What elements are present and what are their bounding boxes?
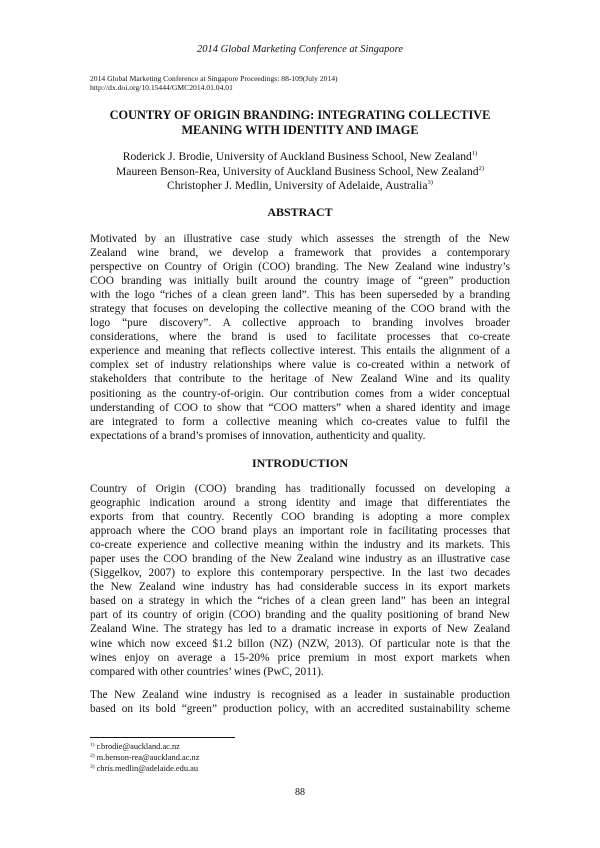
- author-affiliation: Maureen Benson-Rea, University of Auckland Business School, New Zealand: [116, 164, 479, 178]
- author-list: [90, 150, 510, 194]
- introduction-paragraph: [90, 482, 510, 679]
- text-line: complex set of industry relationships where value is co-created within a network of: [90, 359, 510, 372]
- text-line: COO branding was initially built around the country image of “green” production: [90, 275, 510, 288]
- introduction-paragraph: [90, 688, 510, 716]
- footnote: [90, 752, 390, 763]
- text-line: (Siggelkov, 2007) to explore this contemporary perspective. In the last two decades: [90, 567, 510, 580]
- footnote-mark: 1): [471, 150, 478, 157]
- text-line: approach where the COO brand plays an important role in facilitating processes that: [90, 525, 510, 538]
- text-line: considerations, where the brand is used to facilitate processes that co-create: [90, 331, 510, 344]
- footnote-email[interactable]: chris.medlin@adelaide.edu.au: [96, 764, 199, 773]
- title-line: MEANING WITH IDENTITY AND IMAGE: [181, 123, 419, 137]
- text-line: strategy that focuses on developing the collective meaning of the COO brand with the: [90, 303, 510, 316]
- text-line: expectations of a brand’s promises of innovation, authenticity and quality.: [90, 429, 426, 442]
- text-line: based on its bold “green” production policy, with an accredited sustainability scheme: [90, 703, 510, 716]
- text-line: wines enjoy on average a 15-20% price premium in most export markets when: [90, 651, 510, 664]
- text-line: experience and meaning that reflects collective interest. This entails the alignment of a: [90, 345, 510, 358]
- text-line: Country of Origin (COO) branding has traditionally focussed on developing a: [90, 483, 510, 495]
- text-line: Zealand Wine. The strategy has led to a dramatic increase in exports of New Zealand: [90, 623, 510, 636]
- doi-link[interactable]: http://dx.doi.org/10.15444/GMC2014.01.04.01: [90, 83, 233, 92]
- footnote: [90, 763, 390, 774]
- text-line: part of its country of origin (COO) branding and the quality positioning of brand New: [90, 609, 510, 622]
- footnote: [90, 741, 390, 752]
- paper-title: [90, 108, 510, 138]
- introduction-heading: INTRODUCTION: [251, 456, 348, 470]
- proceedings-citation: [90, 74, 510, 92]
- abstract-heading: ABSTRACT: [267, 205, 333, 219]
- page-number: 88: [295, 787, 305, 798]
- text-line: perspective on Country of Origin (COO) branding. The New Zealand wine industry’s: [90, 261, 510, 274]
- footnote-email[interactable]: r.brodie@auckland.ac.nz: [96, 742, 180, 751]
- text-line: stakeholders that contribute to the heritage of New Zealand Wine and its quality: [90, 373, 510, 386]
- text-line: the New Zealand wine industry has had considerable success in its export markets: [90, 581, 510, 594]
- text-line: geographic indication around a strong identity and image that differentiates the: [90, 497, 510, 510]
- proceedings-line: 2014 Global Marketing Conference at Singapore Proceedings: 88-109(July 2014): [90, 74, 338, 83]
- text-line: are integrated to form a collective meaning which co-creates value to fulfil the: [90, 415, 510, 428]
- footnote-mark: 3): [427, 179, 433, 186]
- author: [90, 179, 510, 194]
- author-affiliation: Roderick J. Brodie, University of Auckland Business School, New Zealand: [122, 150, 472, 163]
- footnote-mark: 2): [90, 753, 95, 759]
- text-line: logo “pure discovery”. A collective approach to branding involves broader: [90, 317, 510, 330]
- text-line: co-create experience and collective meaning within the industry and its markets. This: [90, 539, 510, 552]
- author: [90, 165, 510, 180]
- author-affiliation: Christopher J. Medlin, University of Adelaide, Australia: [167, 179, 428, 192]
- abstract-paragraph: [90, 232, 510, 443]
- footnote-mark: 3): [90, 764, 95, 770]
- text-line: wine which now exceed $1.2 billon (NZ) (NZW, 2013). Of particular note is that the: [90, 637, 510, 650]
- footnote-mark: 1): [90, 742, 95, 748]
- footnote-mark: 2): [478, 164, 484, 172]
- text-line: Zealand wine brand, we develop a framework that provides a contemporary: [90, 247, 510, 260]
- author: [90, 150, 510, 165]
- text-line: compared with other countries’ wines (PwC, 2011).: [90, 665, 324, 678]
- text-line: positioning as the country-of-origin. Our contribution comes from a wider conceptual: [90, 387, 510, 400]
- text-line: paper uses the COO branding of the New Zealand wine industry as an illustrative case: [90, 553, 510, 566]
- text-line: The New Zealand wine industry is recognised as a leader in sustainable production: [90, 689, 510, 701]
- running-header: 2014 Global Marketing Conference at Singapore: [197, 44, 403, 55]
- text-line: Motivated by an illustrative case study which assesses the strength of the New: [90, 233, 510, 245]
- title-line: COUNTRY OF ORIGIN BRANDING: INTEGRATING COLLECTIVE: [109, 108, 491, 122]
- footnote-email[interactable]: m.benson-rea@auckland.ac.nz: [96, 753, 200, 762]
- footnotes: [90, 741, 390, 774]
- text-line: with the logo “riches of a clean green land”. This has been superseded by a branding: [90, 289, 510, 302]
- text-line: understanding of COO to show that “COO matters” when a shared identity and image: [90, 401, 510, 414]
- text-line: exports from that country. Recently COO branding is adopting a more complex: [90, 511, 510, 524]
- text-line: based on a strategy in which the “riches of a clean green land” has been an integral: [90, 595, 510, 608]
- footnote-divider: [90, 737, 235, 738]
